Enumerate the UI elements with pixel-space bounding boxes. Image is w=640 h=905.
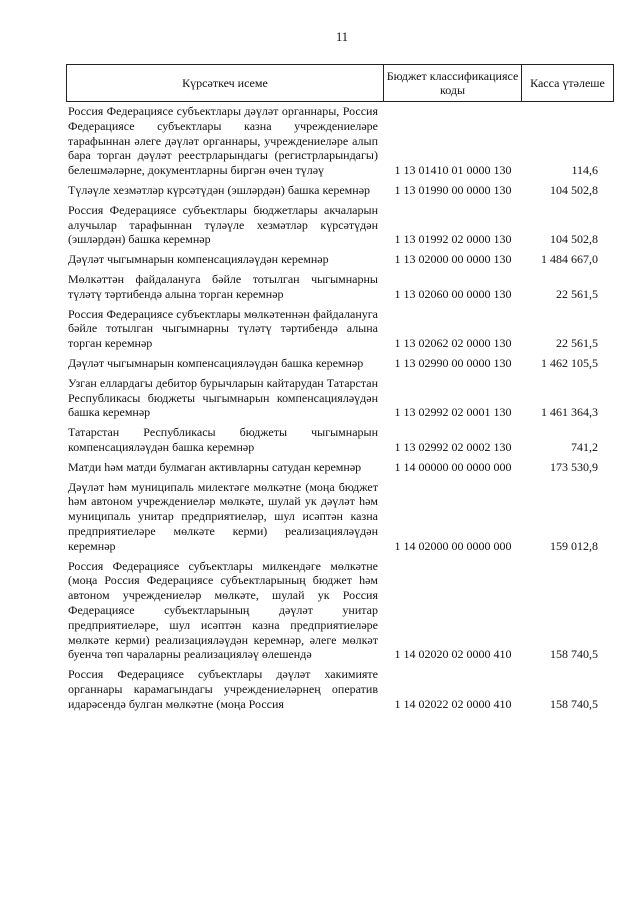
header-name: Күрсәткеч исеме [67,65,384,101]
table-row [66,203,614,247]
table-row [66,667,614,711]
row-name: Россия Федерациясе субъектлары мөлкәтеннән файдалануга бәйле тотылган чыгымнарны түләтү тәртибендә алына торган керемнәр [68,306,378,351]
row-amount: 1 484 667,0 [541,252,598,267]
row-code: 1 13 02000 00 0000 130 [394,252,512,267]
row-name: Дәүләт һәм муниципаль милектәге мөлкәтне (моңа бюджет һәм автоном учреждениеләр мөлкәте, шулай ук дәүләт һәм муниципаль унитар предприятиеләр, шул исәптән казна предприятиеләре мөлкәте керми) реализацияләүдән керемнәр [68,479,378,553]
table-row [66,104,614,178]
table-row [66,460,614,475]
row-amount: 1 462 105,5 [541,355,598,370]
row-name: Россия Федерациясе субъектлары милкендәге мөлкәтне (моңа Россия Федерациясе субъектларының бюджет һәм автоном учреждениеләр мөлкәте, шулай ук Россия Федерациясе субъектларының дәүләт унитар предприятиеләре, шул исәптән казна предприятиеләре мөлкәте керми) реализацияләүдән керемнәр, әлеге мөлкәт буенча төп чараларны реализацияләү өлешендә [68,558,378,662]
row-code: 1 14 02000 00 0000 000 [394,538,512,553]
row-amount: 22 561,5 [556,336,598,351]
table-row [66,480,614,554]
row-name: Узган еллардагы дебитор бурычларын кайтарудан Татарстан Республикасы бюджеты чыгымнарын компенсацияләүдән башка керемнәр [68,375,378,420]
table-row [66,376,614,420]
row-amount: 173 530,9 [550,459,598,474]
row-name: Түләүле хезмәтләр күрсәтүдән (эшләрдән) башка керемнәр [68,182,371,197]
row-name: Матди һәм матди булмаган активларны сатудан керемнәр [68,459,362,474]
row-name: Мөлкәттән файдалануга бәйле тотылган чыгымнарны түләтү тәртибендә алына торган керемнәр [68,271,378,301]
table-row [66,356,614,371]
row-code: 1 13 02062 02 0000 130 [394,336,512,351]
row-amount: 741,2 [571,439,598,454]
page-number: 11 [335,30,349,44]
row-code: 1 13 02990 00 0000 130 [394,355,512,370]
row-code: 1 13 01992 02 0000 130 [394,232,512,247]
row-name: Россия Федерациясе субъектлары бюджетлары акчаларын алучылар тарафыннан түләүле хезмәтләр күрсәтүдән (эшләрдән) башка керемнәр [68,202,378,247]
table-row [66,307,614,351]
table-row [66,252,614,267]
row-amount: 1 461 364,3 [541,405,598,420]
row-name: Татарстан Республикасы бюджеты чыгымнарын компенсацияләүдән башка керемнәр [68,425,378,454]
row-code: 1 14 02022 02 0000 410 [394,696,512,711]
header-code: Бюджет классификациясе коды [384,65,522,101]
row-code: 1 13 01990 00 0000 130 [394,182,512,197]
table-row [66,559,614,663]
row-amount: 158 740,5 [550,696,598,711]
row-name: Россия Федерациясе субъектлары дәүләт хакимияте органнары карамагындагы учреждениеләрнең оператив идарәсендә булган мөлкәтне (моңа Россия [68,667,378,711]
row-amount: 104 502,8 [550,182,598,197]
row-code: 1 13 01410 01 0000 130 [394,163,512,178]
row-name: Россия Федерациясе субъектлары дәүләт органнары, Россия Федерациясе субъектлары казна учреждениеләре тарафыннан әлеге дәүләт органнары, учреждениеләре алып бара торган дәүләт реестрларындагы (регистрларындагы) белешмәләрне, документларны биргән өчен түләү [68,104,378,178]
row-amount: 22 561,5 [556,286,598,301]
row-amount: 158 740,5 [550,647,598,662]
row-name: Дәүләт чыгымнарын компенсацияләүдән керемнәр [68,252,329,267]
row-code: 1 13 02992 02 0001 130 [394,405,512,420]
row-amount: 159 012,8 [550,538,598,553]
row-amount: 104 502,8 [550,232,598,247]
row-code: 1 13 02992 02 0002 130 [394,439,512,454]
table-row [66,272,614,302]
budget-table [66,64,614,711]
table-row [66,425,614,455]
row-code: 1 14 00000 00 0000 000 [394,459,512,474]
table-body [66,102,614,711]
row-amount: 114,6 [571,163,598,178]
row-code: 1 14 02020 02 0000 410 [394,647,512,662]
table-header [66,64,614,102]
row-name: Дәүләт чыгымнарын компенсацияләүдән башка керемнәр [68,355,364,370]
table-row [66,183,614,198]
row-code: 1 13 02060 00 0000 130 [394,286,512,301]
header-amount: Касса үтәлеше [530,76,605,90]
